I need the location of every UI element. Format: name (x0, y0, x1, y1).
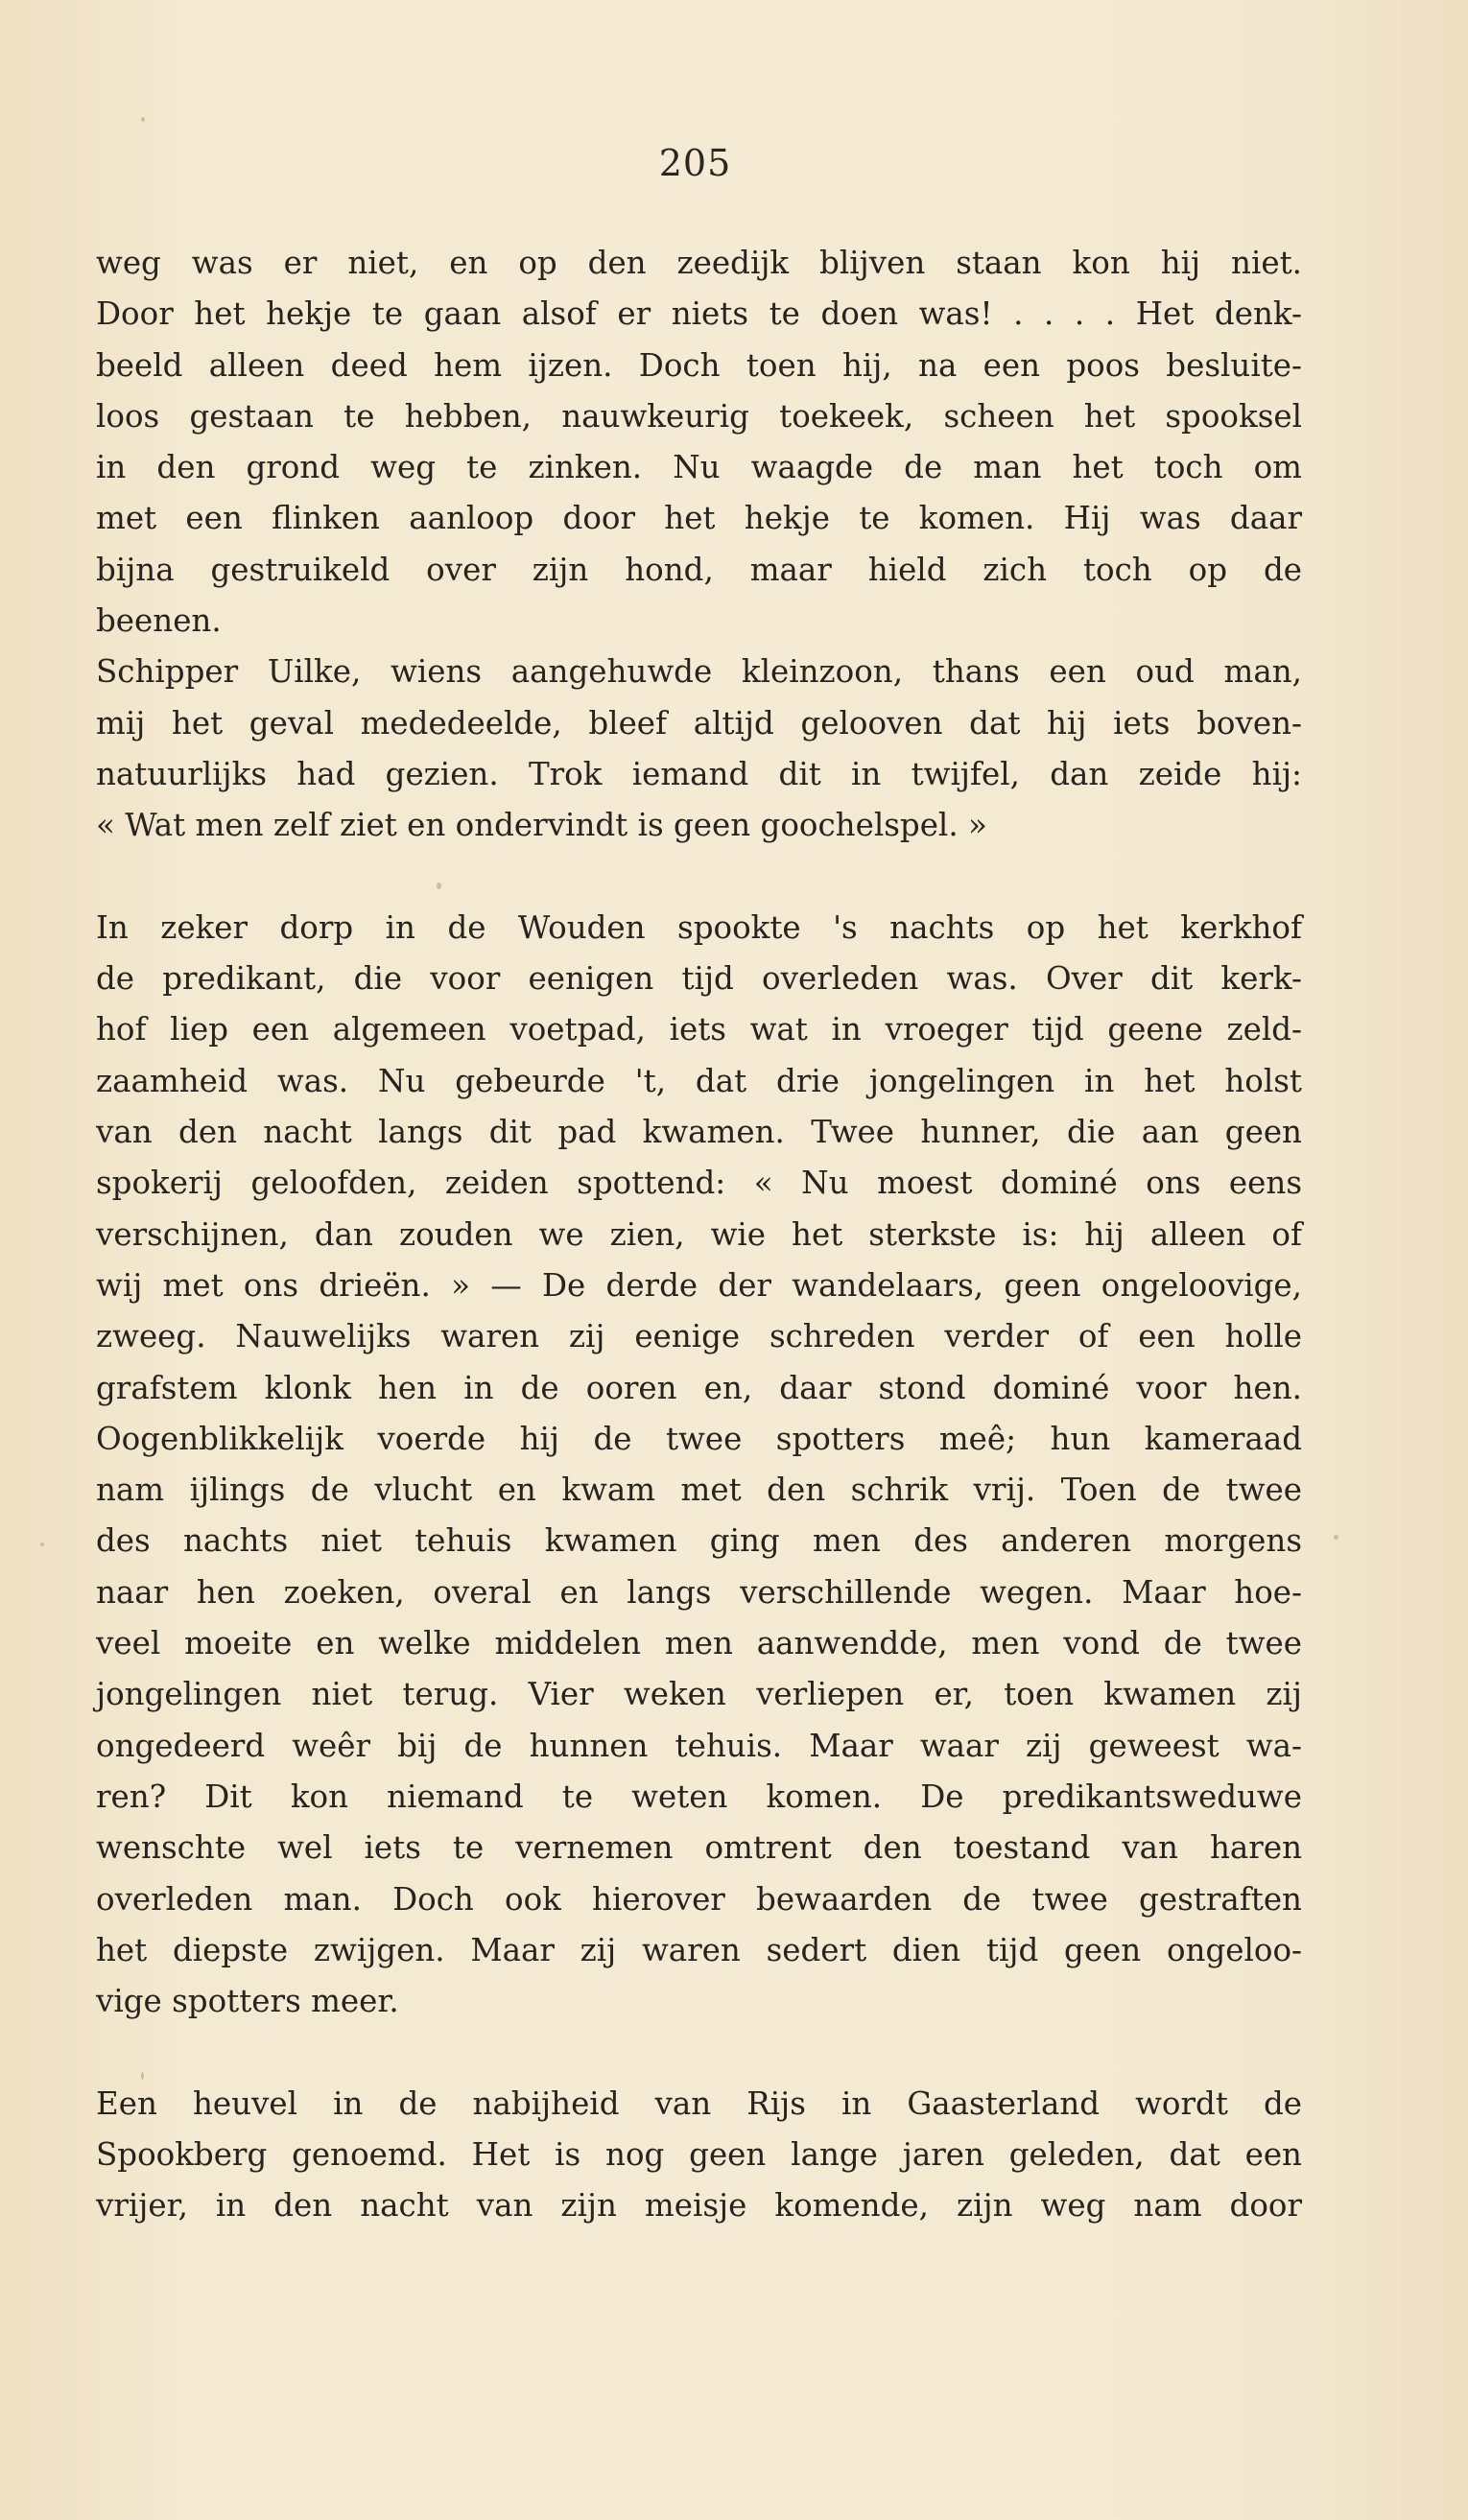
text-line: In zeker dorp in de Wouden spookte 's nachts op het kerkhof (96, 908, 1302, 946)
text-line: beenen. (96, 602, 222, 640)
paper-speck (40, 1543, 44, 1546)
text-line: « Wat men zelf ziet en ondervindt is geen goochelspel. » (96, 807, 987, 844)
paragraph-3 (96, 903, 1302, 2028)
paragraph-separator (96, 2027, 1302, 2078)
text-line: het diepste zwijgen. Maar zij waren sedert dien tijd geen ongeloo- (96, 1931, 1302, 1968)
paper-speck (1334, 1535, 1338, 1540)
text-line: Oogenblikkelijk voerde hij de twee spotters meê; hun kameraad (96, 1420, 1302, 1457)
text-line: de predikant, die voor eenigen tijd overleden was. Over dit kerk- (96, 960, 1302, 998)
text-line: vige spotters meer. (96, 1983, 399, 2020)
text-line: spokerij geloofden, zeiden spottend: « Nu moest dominé ons eens (96, 1165, 1302, 1202)
text-line: Door het hekje te gaan alsof er niets te doen was! . . . . Het denk- (96, 295, 1302, 333)
text-line: loos gestaan te hebben, nauwkeurig toekeek, scheen het spooksel (96, 397, 1302, 435)
text-line: grafstem klonk hen in de ooren en, daar stond dominé voor hen. (96, 1369, 1302, 1406)
text-line: Schipper Uilke, wiens aangehuwde kleinzoon, thans een oud man, (96, 653, 1302, 691)
text-line: Een heuvel in de nabijheid van Rijs in Gaasterland wordt de (96, 2084, 1302, 2122)
text-line: verschijnen, dan zouden we zien, wie het sterkste is: hij alleen of (96, 1215, 1302, 1253)
text-line: Spookberg genoemd. Het is nog geen lange jaren geleden, dat een (96, 2135, 1302, 2173)
body-text (96, 238, 1302, 2232)
text-line: zaamheid was. Nu gebeurde 't, dat drie jongelingen in het holst (96, 1062, 1302, 1099)
paragraph-1 (96, 238, 1302, 647)
paper-speck (141, 117, 145, 122)
text-line: hof liep een algemeen voetpad, iets wat in vroeger tijd geene zeld- (96, 1011, 1302, 1048)
text-line: ongedeerd weêr bij de hunnen tehuis. Maar waar zij geweest wa- (96, 1727, 1302, 1764)
text-line: nam ijlings de vlucht en kwam met den schrik vrij. Toen de twee (96, 1472, 1302, 1509)
text-line: naar hen zoeken, overal en langs verschillende wegen. Maar hoe- (96, 1573, 1302, 1611)
paragraph-separator (96, 852, 1302, 903)
text-line: van den nacht langs dit pad kwamen. Twee hunner, die aan geen (96, 1114, 1302, 1151)
text-line: vrijer, in den nacht van zijn meisje komende, zijn weg nam door (96, 2187, 1302, 2225)
text-line: wij met ons drieën. » — De derde der wandelaars, geen ongeloovige, (96, 1266, 1302, 1304)
text-line: veel moeite en welke middelen men aanwendde, men vond de twee (96, 1625, 1302, 1662)
text-line: natuurlijks had gezien. Trok iemand dit in twijfel, dan zeide hij: (96, 755, 1302, 792)
text-line: overleden man. Doch ook hierover bewaarden de twee gestraften (96, 1880, 1302, 1918)
text-line: mij het geval mededeelde, bleef altijd gelooven dat hij iets boven- (96, 704, 1302, 742)
text-line: weg was er niet, en op den zeedijk blijven staan kon hij niet. (96, 245, 1302, 281)
paragraph-4 (96, 2079, 1302, 2232)
text-line: zweeg. Nauwelijks waren zij eenige schreden verder of een holle (96, 1318, 1302, 1355)
text-line: wenschte wel iets te vernemen omtrent den toestand van haren (96, 1829, 1302, 1867)
text-line: met een flinken aanloop door het hekje te komen. Hij was daar (96, 500, 1302, 537)
paragraph-2 (96, 647, 1302, 851)
text-line: bijna gestruikeld over zijn hond, maar hield zich toch op de (96, 551, 1302, 588)
page-number: 205 (658, 142, 732, 184)
text-line: in den grond weg te zinken. Nu waagde de man het toch om (96, 449, 1302, 486)
text-line: ren? Dit kon niemand te weten komen. De predikantsweduwe (96, 1778, 1302, 1815)
text-line: des nachts niet tehuis kwamen ging men des anderen morgens (96, 1522, 1302, 1560)
text-line: beeld alleen deed hem ijzen. Doch toen hij, na een poos besluite- (96, 346, 1302, 384)
text-line: jongelingen niet terug. Vier weken verliepen er, toen kwamen zij (96, 1676, 1302, 1713)
